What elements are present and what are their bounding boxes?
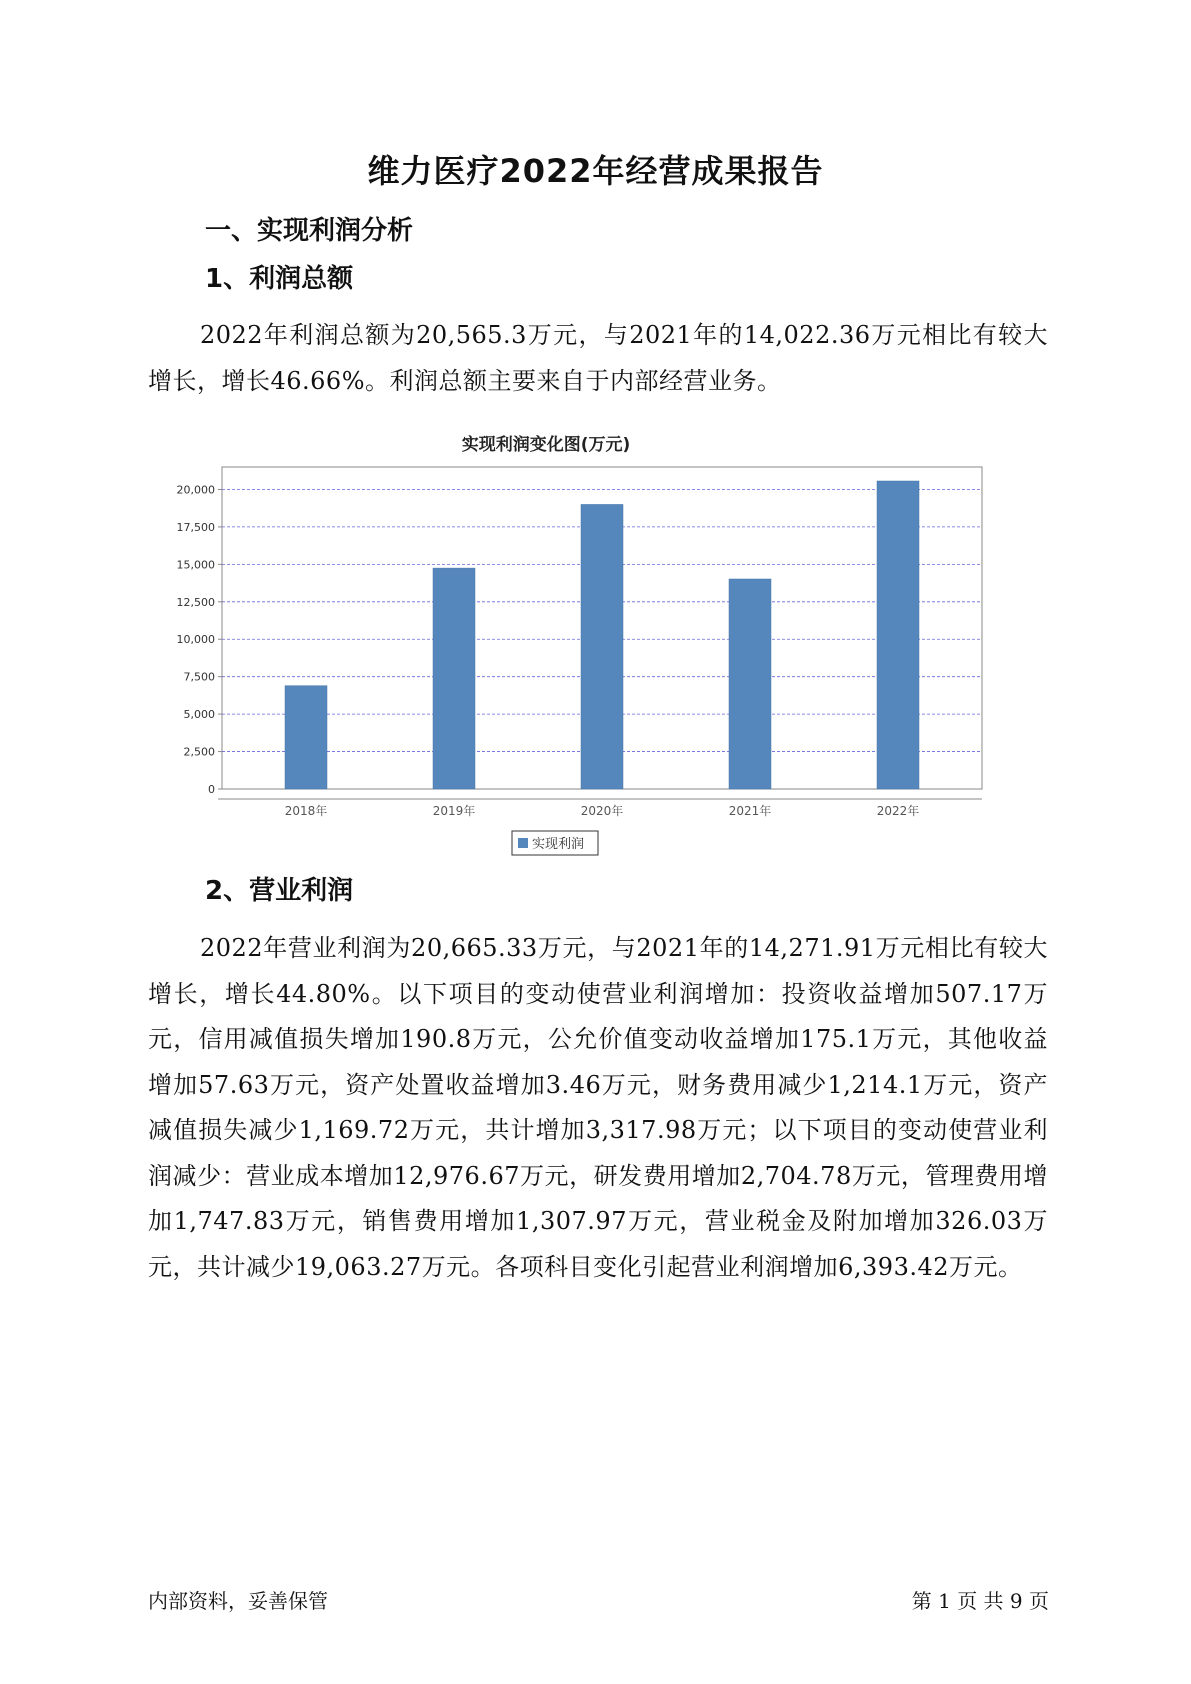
bar-2022年 bbox=[877, 481, 919, 789]
legend-label: 实现利润 bbox=[532, 837, 585, 852]
subheading-operating-profit: 2、营业利润 bbox=[205, 876, 354, 906]
document-title: 维力医疗2022年经营成果报告 bbox=[367, 152, 824, 190]
bar-2020年 bbox=[581, 504, 623, 789]
subheading-total-profit: 1、利润总额 bbox=[205, 264, 354, 294]
y-tick-label: 17,500 bbox=[176, 520, 215, 534]
footer-page-number: 第 1 页 共 9 页 bbox=[911, 1589, 1049, 1613]
y-tick-label: 7,500 bbox=[183, 670, 215, 684]
profit-chart bbox=[160, 435, 1040, 915]
chart-title: 实现利润变化图(万元) bbox=[461, 435, 631, 455]
y-tick-label: 0 bbox=[208, 783, 215, 796]
operating-profit-paragraph: 2022年营业利润为20,665.33万元，与2021年的14,271.91万元相比有较大增长，增长44.80%。以下项目的变动使营业利润增加：投资收益增加507.17万元，信用减值损失增加190.8万元，公允价值变动收益增加175.1万元，其他收益增加57.63万元，资产处置收益增加3.46万元，财务费用减少1,214.1万元，资产减值损失减少1,169.72万元，共计增加3,317.98万元；以下项目的变动使营业利润减少：营业成本增加12,976.67万元，研发费用增加2,704.78万元，管理费用增加1,747.83万元，销售费用增加1,307.97万元，营业税金及附加增加326.03万元，共计减少19,063.27万元。各项科目变化引起营业利润增加6,393.42万元。 bbox=[148, 934, 1048, 1281]
x-tick-label: 2021年 bbox=[728, 804, 772, 818]
bar-2018年 bbox=[285, 686, 327, 789]
section-heading-profit-analysis: 一、实现利润分析 bbox=[205, 216, 414, 246]
x-tick-label: 2018年 bbox=[284, 804, 328, 818]
y-tick-label: 2,500 bbox=[183, 745, 215, 759]
bar-2019年 bbox=[433, 568, 475, 789]
profit-bar-chart bbox=[160, 435, 1040, 915]
y-tick-label: 15,000 bbox=[176, 558, 215, 572]
y-tick-label: 12,500 bbox=[176, 595, 215, 609]
y-tick-label: 5,000 bbox=[183, 708, 215, 722]
x-tick-label: 2020年 bbox=[580, 804, 624, 818]
footer-confidential-note: 内部资料，妥善保管 bbox=[148, 1589, 328, 1613]
bar-2021年 bbox=[729, 579, 771, 789]
total-profit-paragraph: 2022年利润总额为20,565.3万元，与2021年的14,022.36万元相比有较大增长，增长46.66%。利润总额主要来自于内部经营业务。 bbox=[148, 321, 1048, 395]
legend-swatch bbox=[518, 838, 528, 848]
y-tick-label: 10,000 bbox=[176, 633, 215, 647]
x-tick-label: 2019年 bbox=[432, 804, 476, 818]
y-tick-label: 20,000 bbox=[176, 483, 215, 497]
x-tick-label: 2022年 bbox=[876, 804, 920, 818]
